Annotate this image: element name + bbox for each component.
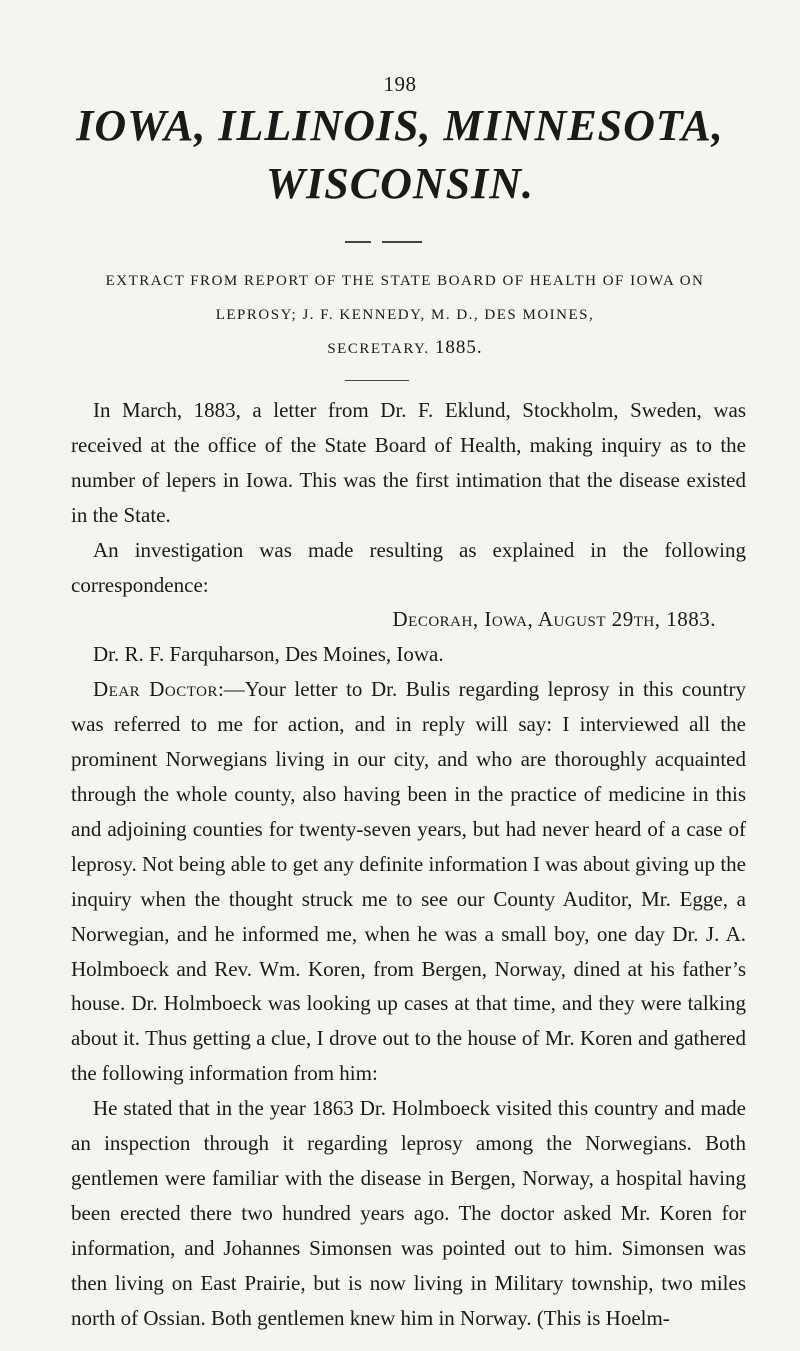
extract-heading-line-1: EXTRACT FROM REPORT OF THE STATE BOARD OF HEALTH OF IOWA ON bbox=[105, 273, 705, 289]
letter-addressee: Dr. R. F. Farquharson, Des Moines, Iowa. bbox=[93, 642, 444, 667]
letter-dateline: Decorah, Iowa, August 29th, 1883. bbox=[392, 607, 716, 632]
extract-year: 1885. bbox=[434, 337, 483, 358]
letter-body-text: :—Your letter to Dr. Bulis regarding leprosy in this country was referred to me for action, and in reply will say: I interviewed all the prominent Norwegians living in our city, and who are thoroughly acquainted through the whole county, also having been in the practice of medicine in this and adjoining counties for twenty-seven years, but had never heard of a case of leprosy. Not being able to get any definite information I was about giving up the inquiry when the thought struck me to see our County Auditor, Mr. Egge, a Norwegian, and he informed me, when he was a small boy, one day Dr. J. A. Holmboeck and Rev. Wm. Koren, from Bergen, Norway, dined at his father’s house. Dr. Holmboeck was looking up cases at that time, and they were talking about it. Thus getting a clue, I drove out to the house of Mr. Koren and gathered the following information from him: bbox=[71, 677, 746, 1086]
page-title-line-1: IOWA, ILLINOIS, MINNESOTA, bbox=[76, 101, 724, 150]
divider-rule-left bbox=[345, 241, 371, 243]
divider-rule-right bbox=[382, 241, 422, 243]
paragraph-4: He stated that in the year 1863 Dr. Holmboeck visited this country and made an inspection through it regarding leprosy among the Norwegians. Both gentlemen were familiar with the disease in Bergen, Norway, a hospital having been erected there two hundred years ago. The doctor asked Mr. Koren for information, and Johannes Simonsen was pointed out to him. Simonsen was then living on East Prairie, but is now living in Military township, two miles north of Ossian. Both gentlemen knew him in Norway. (This is Hoelm- bbox=[71, 1096, 746, 1330]
article-body bbox=[71, 393, 746, 1335]
extract-secretary: SECRETARY. bbox=[327, 341, 430, 357]
extract-heading-line-3 bbox=[70, 331, 740, 366]
extract-heading-line-2: LEPROSY; J. F. KENNEDY, M. D., DES MOINES, bbox=[215, 307, 595, 323]
paragraph-1: In March, 1883, a letter from Dr. F. Eklund, Stockholm, Sweden, was received at the office of the State Board of Health, making inquiry as to the number of lepers in Iowa. This was the first intimation that the disease existed in the State. bbox=[71, 398, 746, 527]
letter-salutation: Dear Doctor bbox=[93, 677, 218, 702]
page-number: 198 bbox=[383, 72, 417, 96]
page-title-line-2: WISCONSIN. bbox=[266, 159, 534, 208]
letter-body bbox=[71, 672, 746, 1091]
divider-rule-extract bbox=[345, 380, 409, 381]
paragraph-2: An investigation was made resulting as explained in the following correspondence: bbox=[71, 537, 746, 597]
